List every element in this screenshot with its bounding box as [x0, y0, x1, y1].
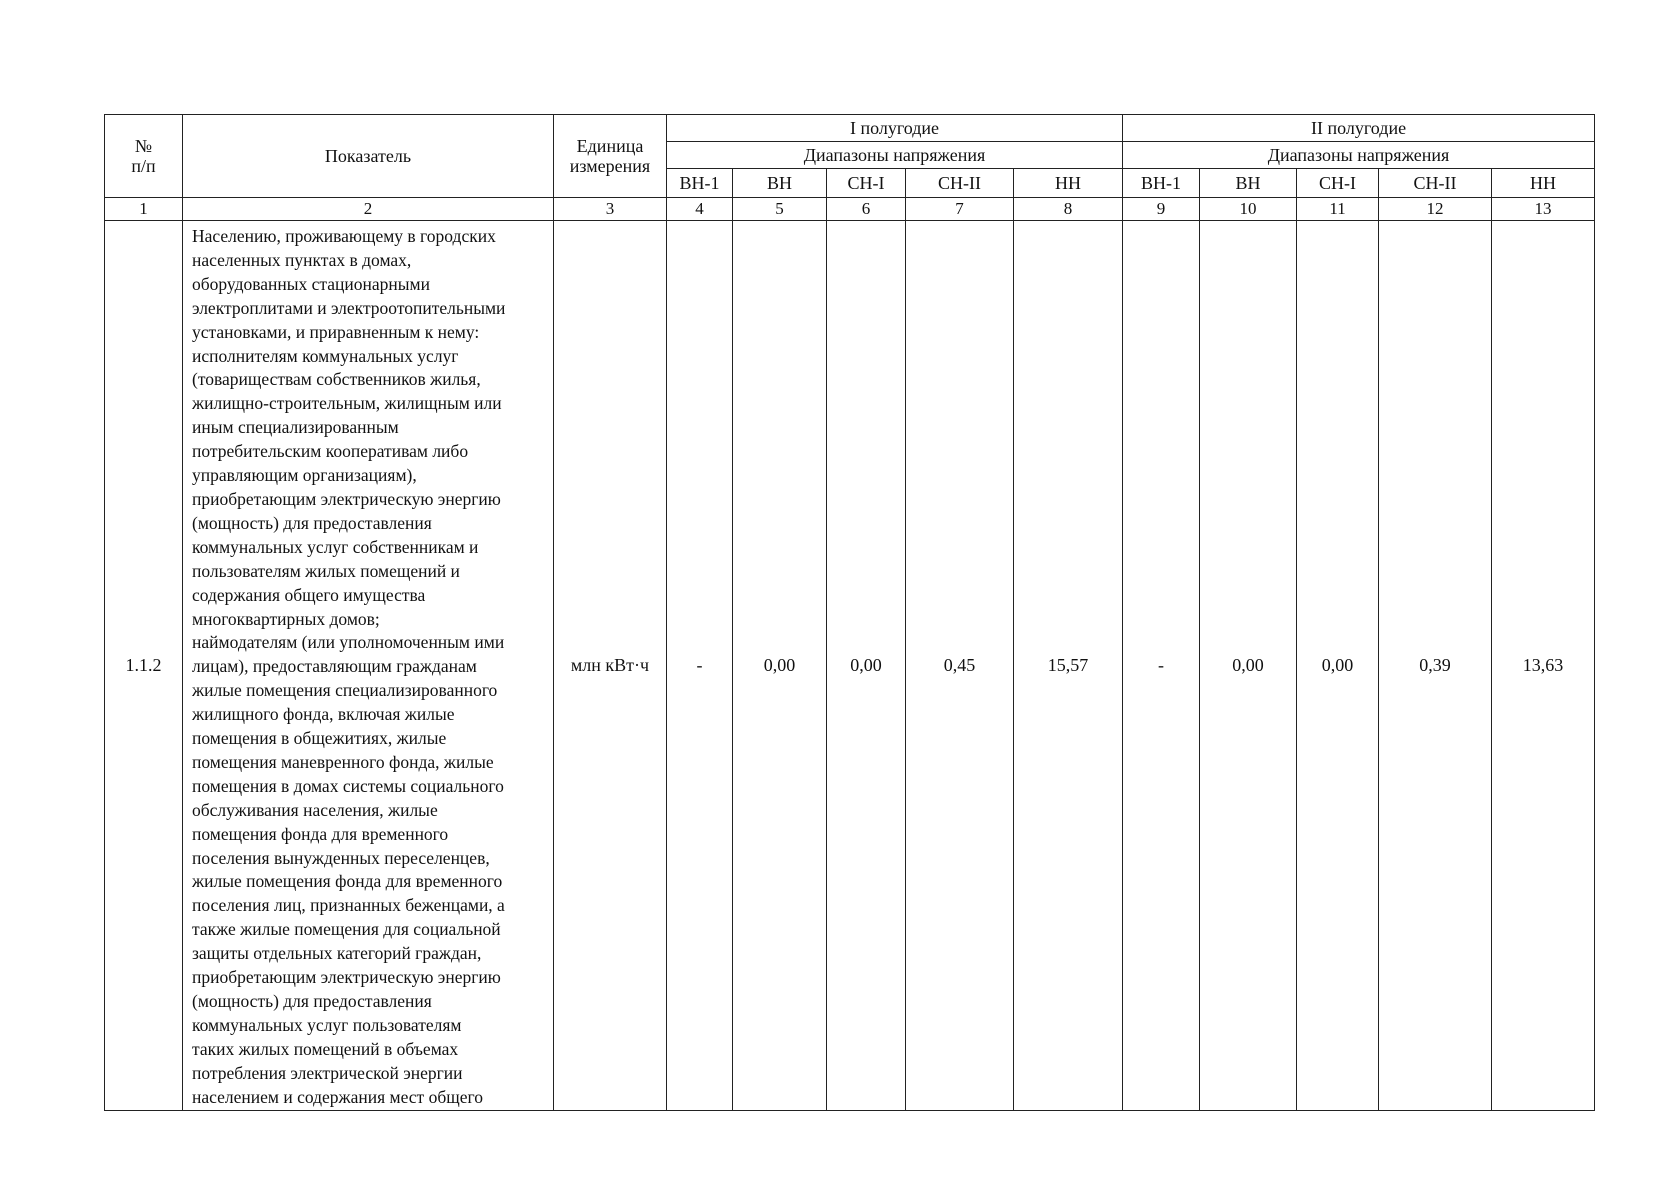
level-header: ВН [733, 169, 827, 198]
column-number: 1 [105, 198, 183, 221]
level-header: ВН-1 [667, 169, 733, 198]
column-number: 3 [554, 198, 667, 221]
description-line: оборудованных стационарными [192, 273, 430, 294]
value-cell: - [667, 221, 733, 1111]
level-header: НН [1014, 169, 1123, 198]
value-cell: 0,00 [733, 221, 827, 1111]
column-number: 5 [733, 198, 827, 221]
description-line: коммунальных услуг пользователям [192, 1014, 462, 1035]
value-cell: 0,00 [1297, 221, 1379, 1111]
header-row-halves [105, 115, 1595, 142]
value-cell: 0,00 [1200, 221, 1297, 1111]
column-number: 10 [1200, 198, 1297, 221]
description-line: жилищно-строительным, жилищным или [192, 393, 502, 414]
description-line: помещения маневренного фонда, жилые [192, 751, 494, 772]
description-line: приобретающим электрическую энергию [192, 488, 501, 509]
description-line: (мощность) для предоставления [192, 512, 432, 533]
header-voltage-ranges-1: Диапазоны напряжения [667, 142, 1123, 169]
description-line: защиты отдельных категорий граждан, [192, 943, 482, 964]
column-number: 8 [1014, 198, 1123, 221]
level-header: ВН-1 [1123, 169, 1200, 198]
description-line: (товариществам собственников жилья, [192, 369, 481, 390]
column-number: 13 [1492, 198, 1595, 221]
tariff-table [104, 114, 1595, 1111]
row-number: 1.1.2 [105, 221, 183, 1111]
column-number: 9 [1123, 198, 1200, 221]
description-line: населением и содержания мест общего [192, 1086, 483, 1107]
description-line: жилищного фонда, включая жилые [192, 704, 455, 725]
column-number: 7 [906, 198, 1014, 221]
column-number: 2 [183, 198, 554, 221]
level-header: ВН [1200, 169, 1297, 198]
description-line: исполнителям коммунальных услуг [192, 345, 459, 366]
description-line: многоквартирных домов; [192, 608, 380, 629]
description-line: управляющим организациям), [192, 465, 417, 486]
value-cell: 13,63 [1492, 221, 1595, 1111]
row-description [183, 221, 554, 1111]
header-indicator: Показатель [183, 115, 554, 198]
description-line: помещения фонда для временного [192, 823, 449, 844]
column-number-row [105, 198, 1595, 221]
description-line: Населению, проживающему в городских [192, 226, 496, 246]
description-line: обслуживания населения, жилые [192, 799, 438, 820]
description-line: лицам), предоставляющим гражданам [192, 656, 477, 677]
description-line: приобретающим электрическую энергию [192, 967, 501, 988]
description-line: электроплитами и электроотопительными [192, 297, 506, 318]
column-number: 4 [667, 198, 733, 221]
row-unit: млн кВт·ч [554, 221, 667, 1111]
description-line: помещения в домах системы социального [192, 775, 504, 796]
description-line: помещения в общежитиях, жилые [192, 728, 447, 749]
level-header: НН [1492, 169, 1595, 198]
header-half2: II полугодие [1123, 115, 1595, 142]
description-line: иным специализированным [192, 417, 399, 438]
description-line: коммунальных услуг собственникам и [192, 536, 479, 557]
level-header: СН-II [1379, 169, 1492, 198]
value-cell: 0,45 [906, 221, 1014, 1111]
description-line: жилые помещения специализированного [192, 680, 498, 701]
column-number: 11 [1297, 198, 1379, 221]
description-line: установками, и приравненным к нему: [192, 321, 480, 342]
description-line: поселения лиц, признанных беженцами, а [192, 895, 505, 916]
value-cell: 0,39 [1379, 221, 1492, 1111]
level-header: СН-II [906, 169, 1014, 198]
description-line: (мощность) для предоставления [192, 991, 432, 1011]
description-line: пользователям жилых помещений и [192, 560, 460, 581]
level-header: СН-I [827, 169, 906, 198]
header-half1: I полугодие [667, 115, 1123, 142]
description-line: потребительским кооперативам либо [192, 441, 469, 462]
header-num: № п/п [105, 115, 183, 198]
header-unit: Единица измерения [554, 115, 667, 198]
column-number: 6 [827, 198, 906, 221]
header-voltage-ranges-2: Диапазоны напряжения [1123, 142, 1595, 169]
description-line: потребления электрической энергии [192, 1062, 463, 1083]
description-line: поселения вынужденных переселенцев, [192, 847, 490, 868]
description-line: жилые помещения фонда для временного [192, 871, 503, 892]
description-line: таких жилых помещений в объемах [192, 1038, 459, 1059]
value-cell: 15,57 [1014, 221, 1123, 1111]
description-line: содержания общего имущества [192, 584, 426, 605]
description-line: также жилые помещения для социальной [192, 919, 501, 940]
description-line: населенных пунктах в домах, [192, 249, 412, 270]
column-number: 12 [1379, 198, 1492, 221]
description-line: наймодателям (или уполномоченным ими [192, 632, 505, 653]
value-cell: 0,00 [827, 221, 906, 1111]
value-cell: - [1123, 221, 1200, 1111]
table-row [105, 221, 1595, 1111]
level-header: СН-I [1297, 169, 1379, 198]
